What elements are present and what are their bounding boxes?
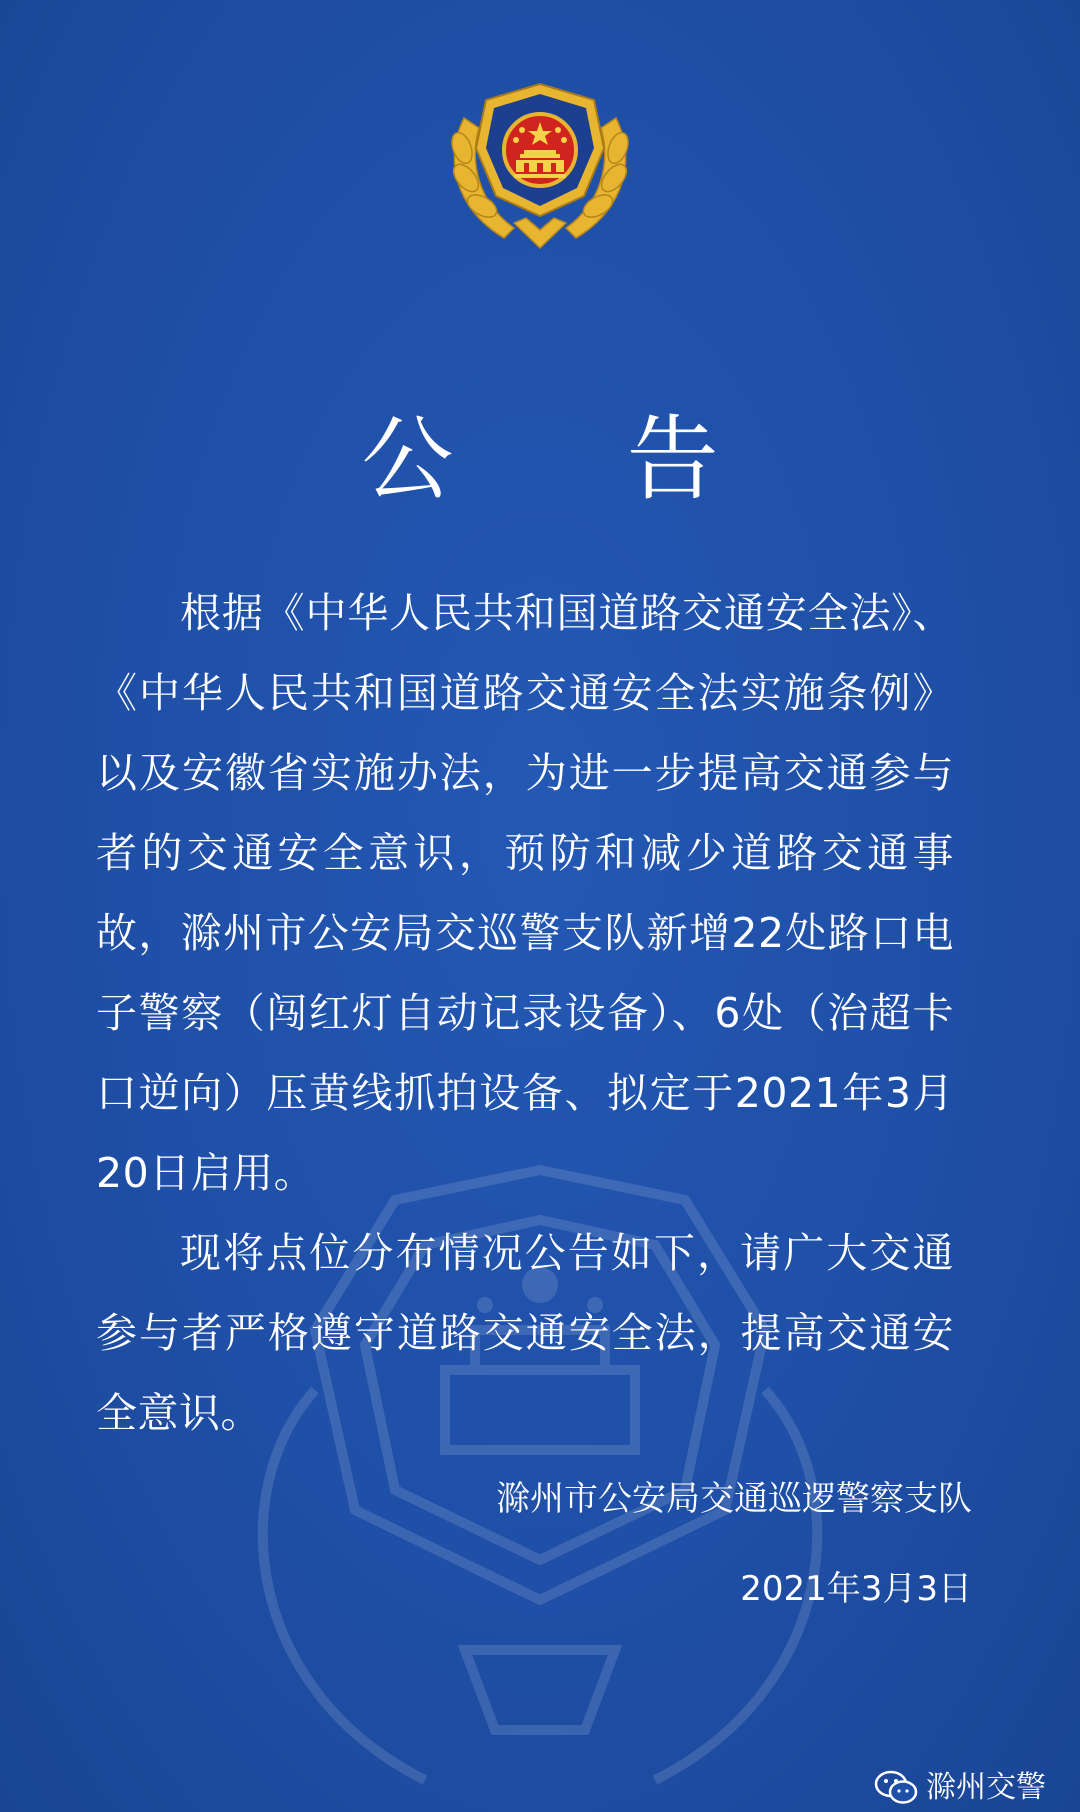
police-emblem-icon xyxy=(444,78,636,250)
issuer-signature: 滁州市公安局交通巡逻警察支队 xyxy=(496,1479,972,1519)
notice-paragraph: 现将点位分布情况公告如下，请广大交通参与者严格遵守道路交通安全法，提高交通安全意识。 xyxy=(96,1229,954,1437)
wechat-account-name: 滁州交警 xyxy=(926,1770,1046,1805)
wechat-icon xyxy=(874,1770,918,1806)
notice-body xyxy=(96,573,954,1453)
wechat-account-badge xyxy=(874,1770,1046,1806)
notice-title: 公 告 xyxy=(361,406,791,513)
issue-date: 2021年3月3日 xyxy=(740,1569,972,1609)
notice-paragraph: 根据《中华人民共和国道路交通安全法》、《中华人民共和国道路交通安全法实施条例》以及安徽省实施办法，为进一步提高交通参与者的交通安全意识，预防和减少道路交通事故，滁州市公安局交巡警支队新增22处路口电子警察（闯红灯自动记录设备）、6处（治超卡口逆向）压黄线抓拍设备、拟定于2021年3月20日启用。 xyxy=(96,589,954,1197)
